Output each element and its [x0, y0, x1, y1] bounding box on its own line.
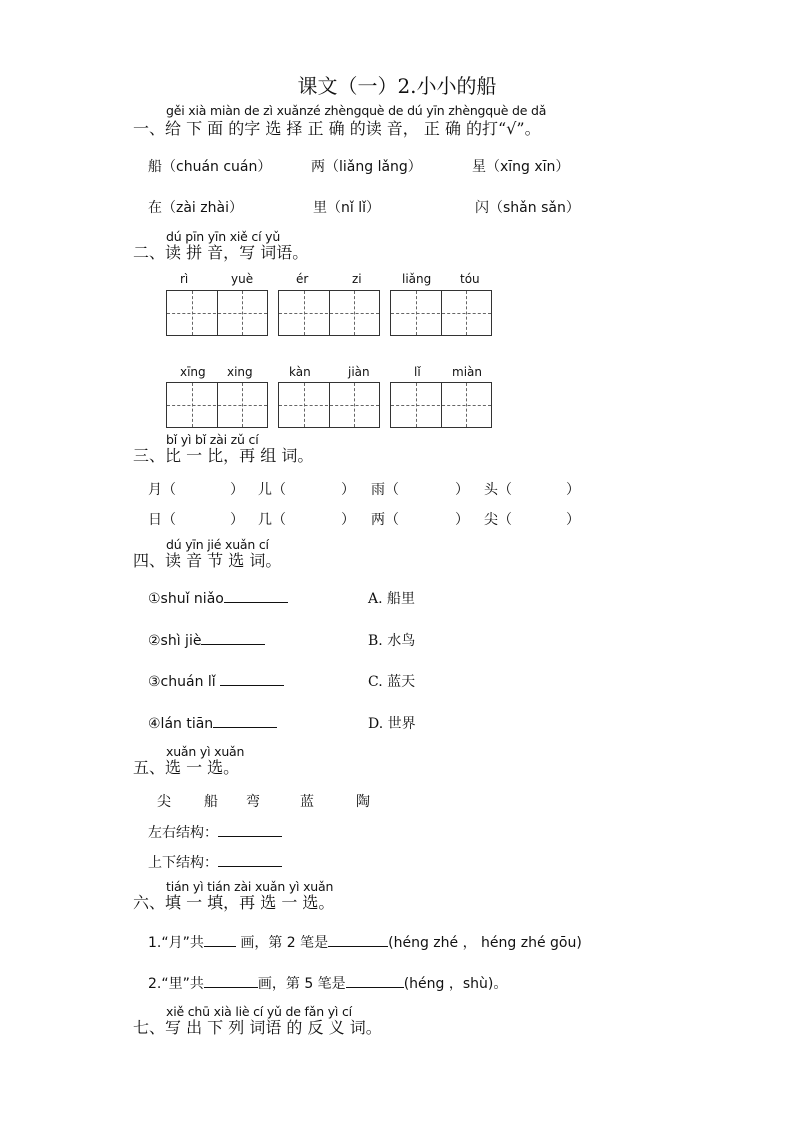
s7-pinyin: xiě chū xià liè cí yǔ de fǎn yì cí: [166, 1004, 352, 1019]
s3-row1-b-close: ）: [341, 482, 355, 498]
s3-row2-a: 日（: [148, 512, 176, 528]
s3-heading: 三、比 一 比，再 组 词。: [133, 446, 314, 465]
s6-heading: 六、填 一 填，再 选 一 选。: [133, 893, 335, 912]
s5-pinyin: xuǎn yì xuǎn: [166, 744, 245, 759]
s1-pinyin: gěi xià miàn de zì xuǎnzé zhèngquè de dú yīn zhèngquè de dǎ: [166, 103, 547, 118]
answer-blank[interactable]: [201, 630, 265, 645]
grid-pinyin: liǎng: [402, 272, 432, 286]
answer-blank[interactable]: [220, 671, 284, 686]
s3-row1-a: 月（: [148, 482, 176, 498]
s6-q2: 2.“里”共 画，第 5 笔是 (héng ，shù)。: [148, 973, 507, 993]
s5-char-4: 蓝: [300, 794, 314, 810]
s3-row1-a-close: ）: [230, 482, 244, 498]
s4-left-4: ④lán tiān: [148, 713, 277, 732]
s7-heading: 七、写 出 下 列 词语 的 反 义 词。: [133, 1018, 382, 1037]
writing-grid[interactable]: [390, 382, 492, 428]
grid-pinyin: lǐ: [414, 365, 421, 379]
s3-pinyin: bǐ yì bǐ zài zǔ cí: [166, 432, 259, 447]
s3-row2-c: 两（: [371, 512, 399, 528]
s4-option-b: B. 水鸟: [368, 633, 416, 649]
s3-row2-b-close: ）: [341, 512, 355, 528]
writing-grid[interactable]: [390, 290, 492, 336]
grid-pinyin: miàn: [452, 365, 482, 379]
page-title: 课文（一）2.小小的船: [297, 74, 497, 98]
s3-row1-d-close: ）: [566, 482, 580, 498]
s4-option-d: D. 世界: [368, 716, 416, 732]
s1-item-2: 两（liǎng lǎng）: [311, 159, 422, 175]
s4-left-2: ②shì jiè: [148, 630, 265, 649]
s3-row1-d: 头（: [484, 482, 512, 498]
s3-row2-a-close: ）: [230, 512, 244, 528]
answer-blank[interactable]: [346, 973, 404, 988]
writing-grid-row-1: [166, 290, 496, 336]
answer-blank[interactable]: [204, 932, 236, 947]
s1-item-6: 闪（shǎn sǎn）: [475, 200, 580, 216]
s6-q1: 1.“月”共 画，第 2 笔是 (héng zhé ， héng zhé gōu): [148, 932, 582, 952]
s3-row2-c-close: ）: [455, 512, 469, 528]
answer-blank[interactable]: [224, 588, 288, 603]
s3-row2-d-close: ）: [566, 512, 580, 528]
s1-item-4: 在（zài zhài）: [148, 200, 243, 216]
s1-item-1: 船（chuán cuán）: [148, 159, 272, 175]
s1-heading: 一、给 下 面 的字 选 择 正 确 的读 音， 正 确 的打“√”。: [133, 119, 541, 138]
answer-blank[interactable]: [328, 932, 388, 947]
answer-blank[interactable]: [218, 822, 282, 837]
s4-heading: 四、读 音 节 选 词。: [133, 551, 282, 570]
s5-char-3: 弯: [246, 794, 260, 810]
s1-item-5: 里（nǐ lǐ）: [313, 200, 380, 216]
s3-row1-c-close: ）: [455, 482, 469, 498]
s5-char-1: 尖: [157, 794, 171, 810]
s3-row1-c: 雨（: [371, 482, 399, 498]
grid-pinyin: xīng: [180, 365, 206, 379]
answer-blank[interactable]: [213, 713, 277, 728]
s5-char-5: 陶: [356, 794, 370, 810]
s5-heading: 五、选 一 选。: [133, 758, 240, 777]
s3-row2-b: 几（: [258, 512, 286, 528]
grid-pinyin: yuè: [231, 272, 254, 286]
s3-row2-d: 尖（: [484, 512, 512, 528]
s2-pinyin: dú pīn yīn xiě cí yǔ: [166, 229, 281, 244]
s4-pinyin: dú yīn jié xuǎn cí: [166, 537, 269, 552]
grid-pinyin: jiàn: [348, 365, 370, 379]
answer-blank[interactable]: [218, 852, 282, 867]
writing-grid[interactable]: [278, 382, 380, 428]
s4-left-1: ①shuǐ niǎo: [148, 588, 288, 607]
answer-blank[interactable]: [204, 973, 258, 988]
writing-grid[interactable]: [166, 382, 268, 428]
s1-item-3: 星（xīng xīn）: [472, 159, 570, 175]
s5-lr: 左右结构：: [148, 822, 282, 842]
grid-pinyin: kàn: [289, 365, 311, 379]
s5-ud: 上下结构：: [148, 852, 282, 872]
writing-grid[interactable]: [166, 290, 268, 336]
grid-pinyin: rì: [180, 272, 189, 286]
s6-pinyin: tián yì tián zài xuǎn yì xuǎn: [166, 879, 334, 894]
s4-option-a: A. 船里: [368, 591, 416, 607]
writing-grid-row-2: [166, 382, 496, 428]
s3-row1-b: 儿（: [258, 482, 286, 498]
s4-left-3: ③chuán lǐ: [148, 671, 284, 690]
grid-pinyin: xing: [227, 365, 253, 379]
grid-pinyin: tóu: [460, 272, 480, 286]
s2-heading: 二、读 拼 音，写 词语。: [133, 243, 309, 262]
grid-pinyin: ér: [296, 272, 309, 286]
writing-grid[interactable]: [278, 290, 380, 336]
s5-char-2: 船: [204, 794, 218, 810]
s4-option-c: C. 蓝天: [368, 674, 416, 690]
grid-pinyin: zi: [352, 272, 362, 286]
